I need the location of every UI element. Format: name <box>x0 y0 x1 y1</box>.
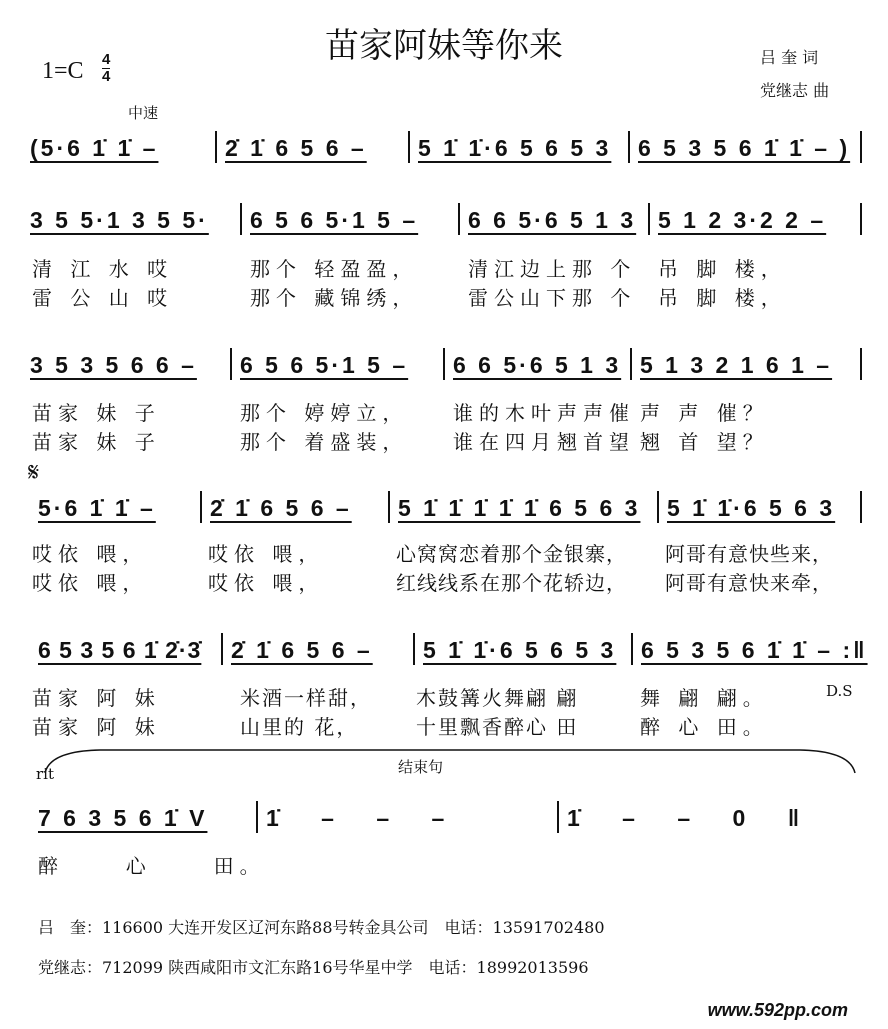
lyric: 苗家 阿 妹 <box>32 715 161 739</box>
staff-row <box>0 352 888 382</box>
measure: 5·6 1̇ 1̇ – <box>38 495 156 521</box>
measure: 5 1 2 3·2 2 – <box>658 207 827 233</box>
lyric: 米酒一样甜， <box>240 686 372 710</box>
lyric: 心窝窝恋着那个金银寨， <box>396 542 627 566</box>
staff-row <box>0 135 888 165</box>
measure: 6 6 5·6 5 1 3 <box>453 352 622 378</box>
measure: 2̇ 1̇ 6 5 6 – <box>210 495 352 521</box>
barline <box>860 491 862 523</box>
lyric: 吊 脚 楼， <box>658 286 787 310</box>
measure: 6 5 6 5·1 5 – <box>240 352 409 378</box>
measure: 2̇ 1̇ 6 5 6 – <box>225 135 367 161</box>
measure: 7 6 3 5 6 1̇ V <box>38 805 208 831</box>
measure: 5 1̇ 1̇·6 5 6 3 <box>667 495 836 521</box>
barline <box>860 348 862 380</box>
lyric: 阿哥有意快些来， <box>665 542 833 566</box>
lyric: 谁的木叶声声催 <box>453 401 635 425</box>
ts-top: 4 <box>102 51 111 68</box>
barline <box>860 203 862 235</box>
measure: 5 1̇ 1̇ 1̇ 1̇ 1̇ 6 5 6 3 <box>398 495 641 521</box>
lyric: 哎依 喂， <box>208 571 325 595</box>
song-title: 苗家阿妹等你来 <box>325 26 563 66</box>
barline <box>256 801 258 833</box>
barline <box>221 633 223 665</box>
barline <box>215 131 217 163</box>
barline <box>648 203 650 235</box>
measure: 6 5 3 5 6 1̇ 1̇ – :‖ <box>641 637 868 663</box>
barline <box>557 801 559 833</box>
barline <box>240 203 242 235</box>
barline <box>388 491 390 523</box>
lyric: 那个 轻盈盈， <box>250 257 419 281</box>
contact-composer: 党继志：712099 陕西咸阳市文汇东路16号华星中学 电话：18992013596 <box>38 958 589 977</box>
ending-bracket <box>40 745 860 775</box>
barline <box>860 131 862 163</box>
lyric: 醉 心 田。 <box>640 715 769 739</box>
measure: 6 5 3 5 6 1̇ 2̇·3̇ <box>38 637 202 663</box>
lyric: 木鼓篝火舞翩 翩 <box>416 686 579 710</box>
lyric: 苗家 妹 子 <box>32 401 161 425</box>
segno-sign: 𝄋 <box>28 458 40 488</box>
staff-row <box>0 637 888 667</box>
barline <box>230 348 232 380</box>
barline <box>413 633 415 665</box>
lyric: 那个 藏锦绣， <box>250 286 419 310</box>
barline <box>200 491 202 523</box>
measure: 3 5 3 5 6 6 – <box>30 352 197 378</box>
lyric: 清 江 水 哎 <box>32 257 174 281</box>
tempo-mark: 中速 <box>128 104 159 122</box>
measure: 5 1̇ 1̇·6 5 6 5 3 <box>423 637 617 663</box>
barline <box>631 633 633 665</box>
lyric: 吊 脚 楼， <box>658 257 787 281</box>
measure: 6 6 5·6 5 1 3 <box>468 207 637 233</box>
lyric: 十里飘香醉心 田 <box>416 715 579 739</box>
lyric: 那个 婷婷立， <box>240 401 409 425</box>
website-watermark: www.592pp.com <box>707 1000 848 1020</box>
lyric: 谁在四月翘首望 <box>453 430 635 454</box>
ds-mark: D.S <box>826 682 853 700</box>
time-signature <box>102 52 110 85</box>
barline <box>458 203 460 235</box>
lyric: 苗家 妹 子 <box>32 430 161 454</box>
barline <box>657 491 659 523</box>
lyricist: 吕 奎 词 <box>760 48 819 67</box>
lyric: 哎依 喂， <box>32 542 149 566</box>
measure: 1̇ – – 0 ‖ <box>567 805 818 831</box>
measure: 5 1 3 2 1 6 1 – <box>640 352 833 378</box>
lyric: 声 声 催？ <box>640 401 769 425</box>
rit-mark: rit <box>36 765 54 783</box>
measure: 3 5 5·1 3 5 5· <box>30 207 209 233</box>
barline <box>628 131 630 163</box>
staff-row <box>0 207 888 237</box>
ending-label: 结束句 <box>398 758 444 776</box>
lyric: 雷公山下那 个 <box>468 286 637 310</box>
measure: 5 1̇ 1̇·6 5 6 5 3 <box>418 135 612 161</box>
lyric: 清江边上那 个 <box>468 257 637 281</box>
staff-row <box>0 805 888 835</box>
barline <box>443 348 445 380</box>
lyric: 苗家 阿 妹 <box>32 686 161 710</box>
measure: 1̇ – – – <box>266 805 463 831</box>
barline <box>408 131 410 163</box>
lyric: 翘 首 望？ <box>640 430 769 454</box>
lyric: 雷 公 山 哎 <box>32 286 174 310</box>
composer: 党继志 曲 <box>760 81 830 100</box>
measure: 6 5 3 5 6 1̇ 1̇ – ) <box>638 135 851 161</box>
staff-row <box>0 495 888 525</box>
lyric: 舞 翩 翩。 <box>640 686 769 710</box>
measure: 6 5 6 5·1 5 – <box>250 207 419 233</box>
lyric: 醉 心 田。 <box>38 854 266 878</box>
lyric: 红线线系在那个花轿边， <box>396 571 627 595</box>
ts-bottom: 4 <box>102 68 111 85</box>
measure: 2̇ 1̇ 6 5 6 – <box>231 637 373 663</box>
lyric: 那个 着盛装， <box>240 430 409 454</box>
barline <box>630 348 632 380</box>
lyric: 哎依 喂， <box>208 542 325 566</box>
lyric: 阿哥有意快来牵， <box>665 571 833 595</box>
key-signature: 1=C <box>42 58 84 84</box>
measure: (5·6 1̇ 1̇ – <box>30 135 159 161</box>
lyric: 哎依 喂， <box>32 571 149 595</box>
contact-lyricist: 吕 奎：116600 大连开发区辽河东路88号转金具公司 电话：13591702480 <box>38 918 605 937</box>
lyric: 山里的 花， <box>240 715 359 739</box>
